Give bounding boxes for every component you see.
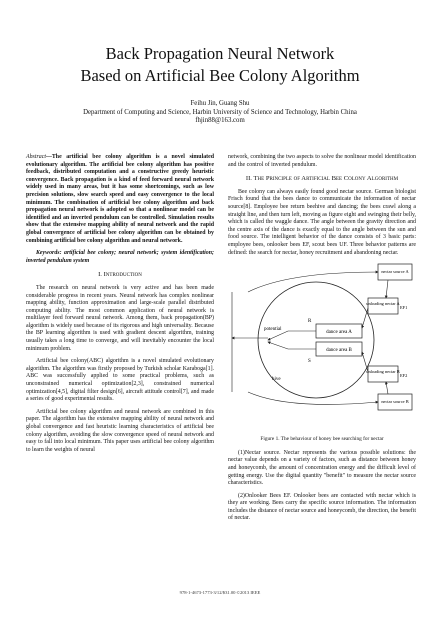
email: fhjin88@163.com [195,117,245,124]
abstract-label: Abstract [26,154,46,160]
arrow-unload-a-to-dance [362,308,368,328]
unloading-b-label: unloading nectar B [366,369,400,375]
arrow-unload-b-to-dance [362,352,368,372]
figure-diagram [228,262,416,412]
ef1-label: EF1 [400,305,408,311]
author-block [20,100,420,126]
paper-title-line1: Back Propagation Neural Network [105,44,335,63]
dance-area-b-label: dance area B [326,348,352,354]
affiliation: Department of Computing and Science, Harbin University of Science and Technology, Harbin China [83,108,357,116]
abstract-text: —The artificial bee colony algorithm is a novel simulated evolutionary algorithm. The artificial bee colony algorithm has positive feedback, distributed computation and a constructive greedy heuristic convergence. Back propagation is a kind of feed forward neural network widely used in many areas, but it has some shortcomings, such as low precision solutions, slow search speed and easy convergence to the local minimum. The combination of artificial bee colony algorithm and back propagation neural network is adopted so that a nonlinear model can be identified and an inverted pendulum can be controlled. Simulation results show that the extensive mapping ability of neural network and the rapid global convergence of artificial bee colony algorithm can be obtained by combining artificial bee colony algorithm and neural network. [26,154,214,244]
nectar-source-b-label: nectar source B [381,399,409,405]
left-column [26,154,214,459]
bee-behaviour-figure [228,262,416,434]
intro-paragraph-3: Artificial bee colony algorithm and neural network are combined in this paper. The algorithm has the extensive mapping ability of neural network and global convergence and fast heuristic learning characteristics of artificial bee colony algorithm, avoiding the slow convergence speed of neural network and easy to fall into local minimum. This paper uses artificial bee colony algorithm to learn the weights of neural [26,408,214,453]
principle-paragraph-2: (1)Nectar source. Nectar represents the various possible solutions: the nectar value depends on a variety of factors, such as distance between honey and honeycomb, the amount of concentration energy and the difficult level of getting energy. Use the digital quantity "benefit" to measure the nectar source characteristics. [228,449,416,487]
hive-label: hive [272,377,281,383]
abstract [26,154,214,245]
arrow-dance-a-to-potential [268,331,316,340]
right-column [228,154,416,528]
continued-paragraph: network, combining the two aspects to solve the nonlinear model identification and the control of inverted pendulum. [228,154,416,168]
intro-paragraph-1: The research on neural network is very active and has been made considerable progress in recent years. Neural network has complex nonlinear mapping ability, function approximation and large-scale parallel distributed computing ability. The most common application of neural network is multilayer feed forward neural network. Among them, back propagation(BP) algorithm is widely used because of its rigorous and high universality. Because the BP learning algorithm is used with gradient descent algorithm, training usually takes a long time to converge, and will inevitably encounter the local minimum problem. [26,284,214,352]
nectar-source-a-label: nectar source A [381,269,409,275]
dance-area-a-label: dance area A [326,330,352,336]
paper-title-line2: Based on Artificial Bee Colony Algorithm [80,66,360,85]
principle-paragraph-3: (2)Onlooker Bees EF. Onlooker bees are contacted with nectar which is they are working. Bees carry the specific source information. The information includes the distance of nectar source and honeycomb, the direction, the benefit of nectar. [228,492,416,522]
intro-paragraph-2: Artificial bee colony(ABC) algorithm is a novel simulated evolutionary algorithm. The algorithm was firstly proposed by Turkish scholar Karaboga[1]. ABC was successfully applied to some practical problems, such as unconstrained numerical optimization[2,3], constrained numerical optimization[4,5], digital filter design[6], aircraft attitude control[7], and made a series of good experimental results. [26,358,214,403]
footer-copyright: 978-1-4673-1773-3/12/$31.00 ©2013 IEEE [179,590,261,595]
arrow-dance-b-to-potential [268,342,316,349]
principle-paragraph-1: Bee colony can always easily found good nectar source. German biologist Frisch found that the bees dance to communicate the information of nectar source[8]. Employee bee return beehive and dancing; the bees crawl along a straight line, and then turn left, moving as figure eight and swinging their belly, which is called the waggle dance. The angle between the gravity direction and the centre axis of the dance is exactly equal to the angle between the sun and food source. The intelligent behavior of the dance consists of 3 basic parts: employee bees, onlooker bees EF, scout bees UF. Three behavior patterns are defined: the search for nectar, honey recruitment and abandoning nectar. [228,188,416,256]
potential-label: potential [264,327,282,333]
section-heading-introduction: I. Introduction [98,271,142,279]
unloading-a-label: unloading nectar A [366,301,400,307]
keywords: Keywords: artificial bee colony; neural network; system identification; inverted pendulum system [26,250,214,264]
figure-caption: Figure 1. The behaviour of honey bee searching for nectar [260,436,384,443]
section-heading-principle: II. The Principle of Artificial Bee Colony Algorithm [245,175,399,183]
arrow-nectar-a-to-unload [386,280,388,298]
arrow-nectar-b-to-unload [386,382,388,394]
r-label: R [308,319,312,325]
s-label: S [308,359,311,365]
ef2-label: EF2 [400,373,408,379]
author-names: Feihu Jin, Guang Shu [190,100,250,107]
